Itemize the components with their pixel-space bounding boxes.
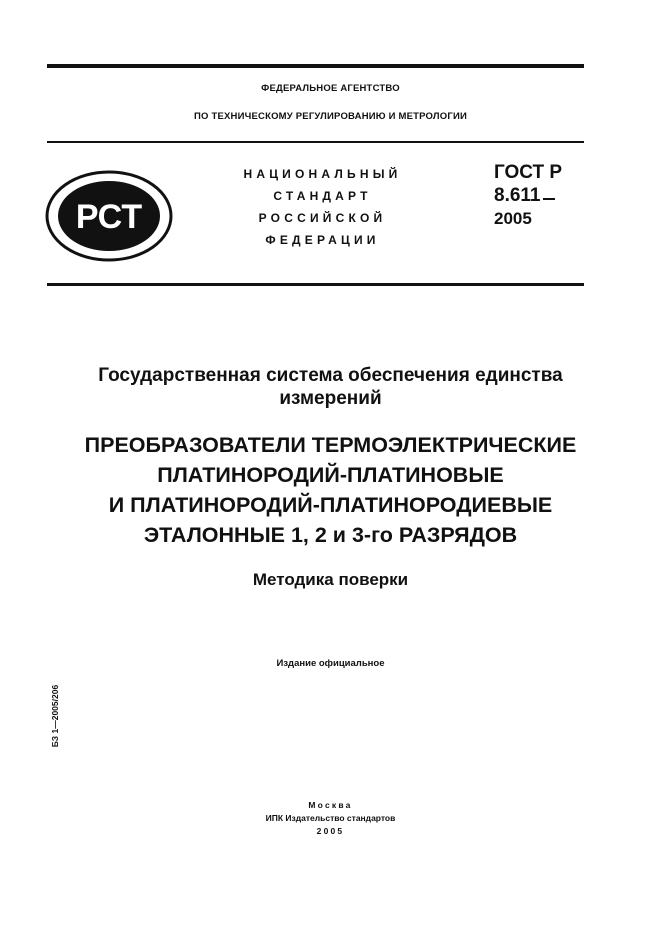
gost-dash xyxy=(543,198,555,200)
agency-line-2: ПО ТЕХНИЧЕСКОМУ РЕГУЛИРОВАНИЮ И МЕТРОЛОГИИ xyxy=(194,111,467,122)
side-code xyxy=(45,680,65,752)
gost-logo xyxy=(44,170,174,262)
header-bottom-rule xyxy=(47,283,584,286)
series-line-1: Государственная система обеспечения единства xyxy=(98,365,563,386)
gost-logo-text: РСТ xyxy=(75,198,143,236)
gost-designation xyxy=(494,161,562,207)
document-title xyxy=(0,430,661,550)
title-line-2: ПЛАТИНОРОДИЙ-ПЛАТИНОВЫЕ xyxy=(157,463,504,487)
title-line-4: ЭТАЛОННЫЕ 1, 2 и 3-го РАЗРЯДОВ xyxy=(143,523,518,547)
standard-line-4: ФЕДЕРАЦИИ xyxy=(265,233,380,247)
standard-line-2: СТАНДАРТ xyxy=(273,189,372,203)
title-line-3: И ПЛАТИНОРОДИЙ-ПЛАТИНОРОДИЕВЫЕ xyxy=(108,493,553,517)
edition-note: Издание официальное xyxy=(276,658,385,669)
series-line-2: измерений xyxy=(279,388,382,409)
imprint-publisher: ИПК Издательство стандартов xyxy=(265,813,396,823)
series-title xyxy=(0,364,661,410)
gost-number: 8.611 xyxy=(494,185,541,206)
imprint-city: Москва xyxy=(308,800,353,810)
gost-number-line xyxy=(494,184,562,207)
gost-label: ГОСТ Р xyxy=(494,162,563,183)
standard-line-1: НАЦИОНАЛЬНЫЙ xyxy=(243,167,402,181)
imprint-year: 2005 xyxy=(316,826,345,836)
gost-year: 2005 xyxy=(494,209,532,228)
agency-line-1: ФЕДЕРАЛЬНОЕ АГЕНТСТВО xyxy=(261,83,400,94)
title-line-1: ПРЕОБРАЗОВАТЕЛИ ТЕРМОЭЛЕКТРИЧЕСКИЕ xyxy=(84,433,577,457)
side-code-text: БЗ 1—2005/206 xyxy=(50,684,60,748)
top-rule xyxy=(47,64,584,68)
standard-line-3: РОССИЙСКОЙ xyxy=(258,211,387,225)
header-rule xyxy=(47,141,584,143)
method-subtitle: Методика поверки xyxy=(252,570,409,589)
